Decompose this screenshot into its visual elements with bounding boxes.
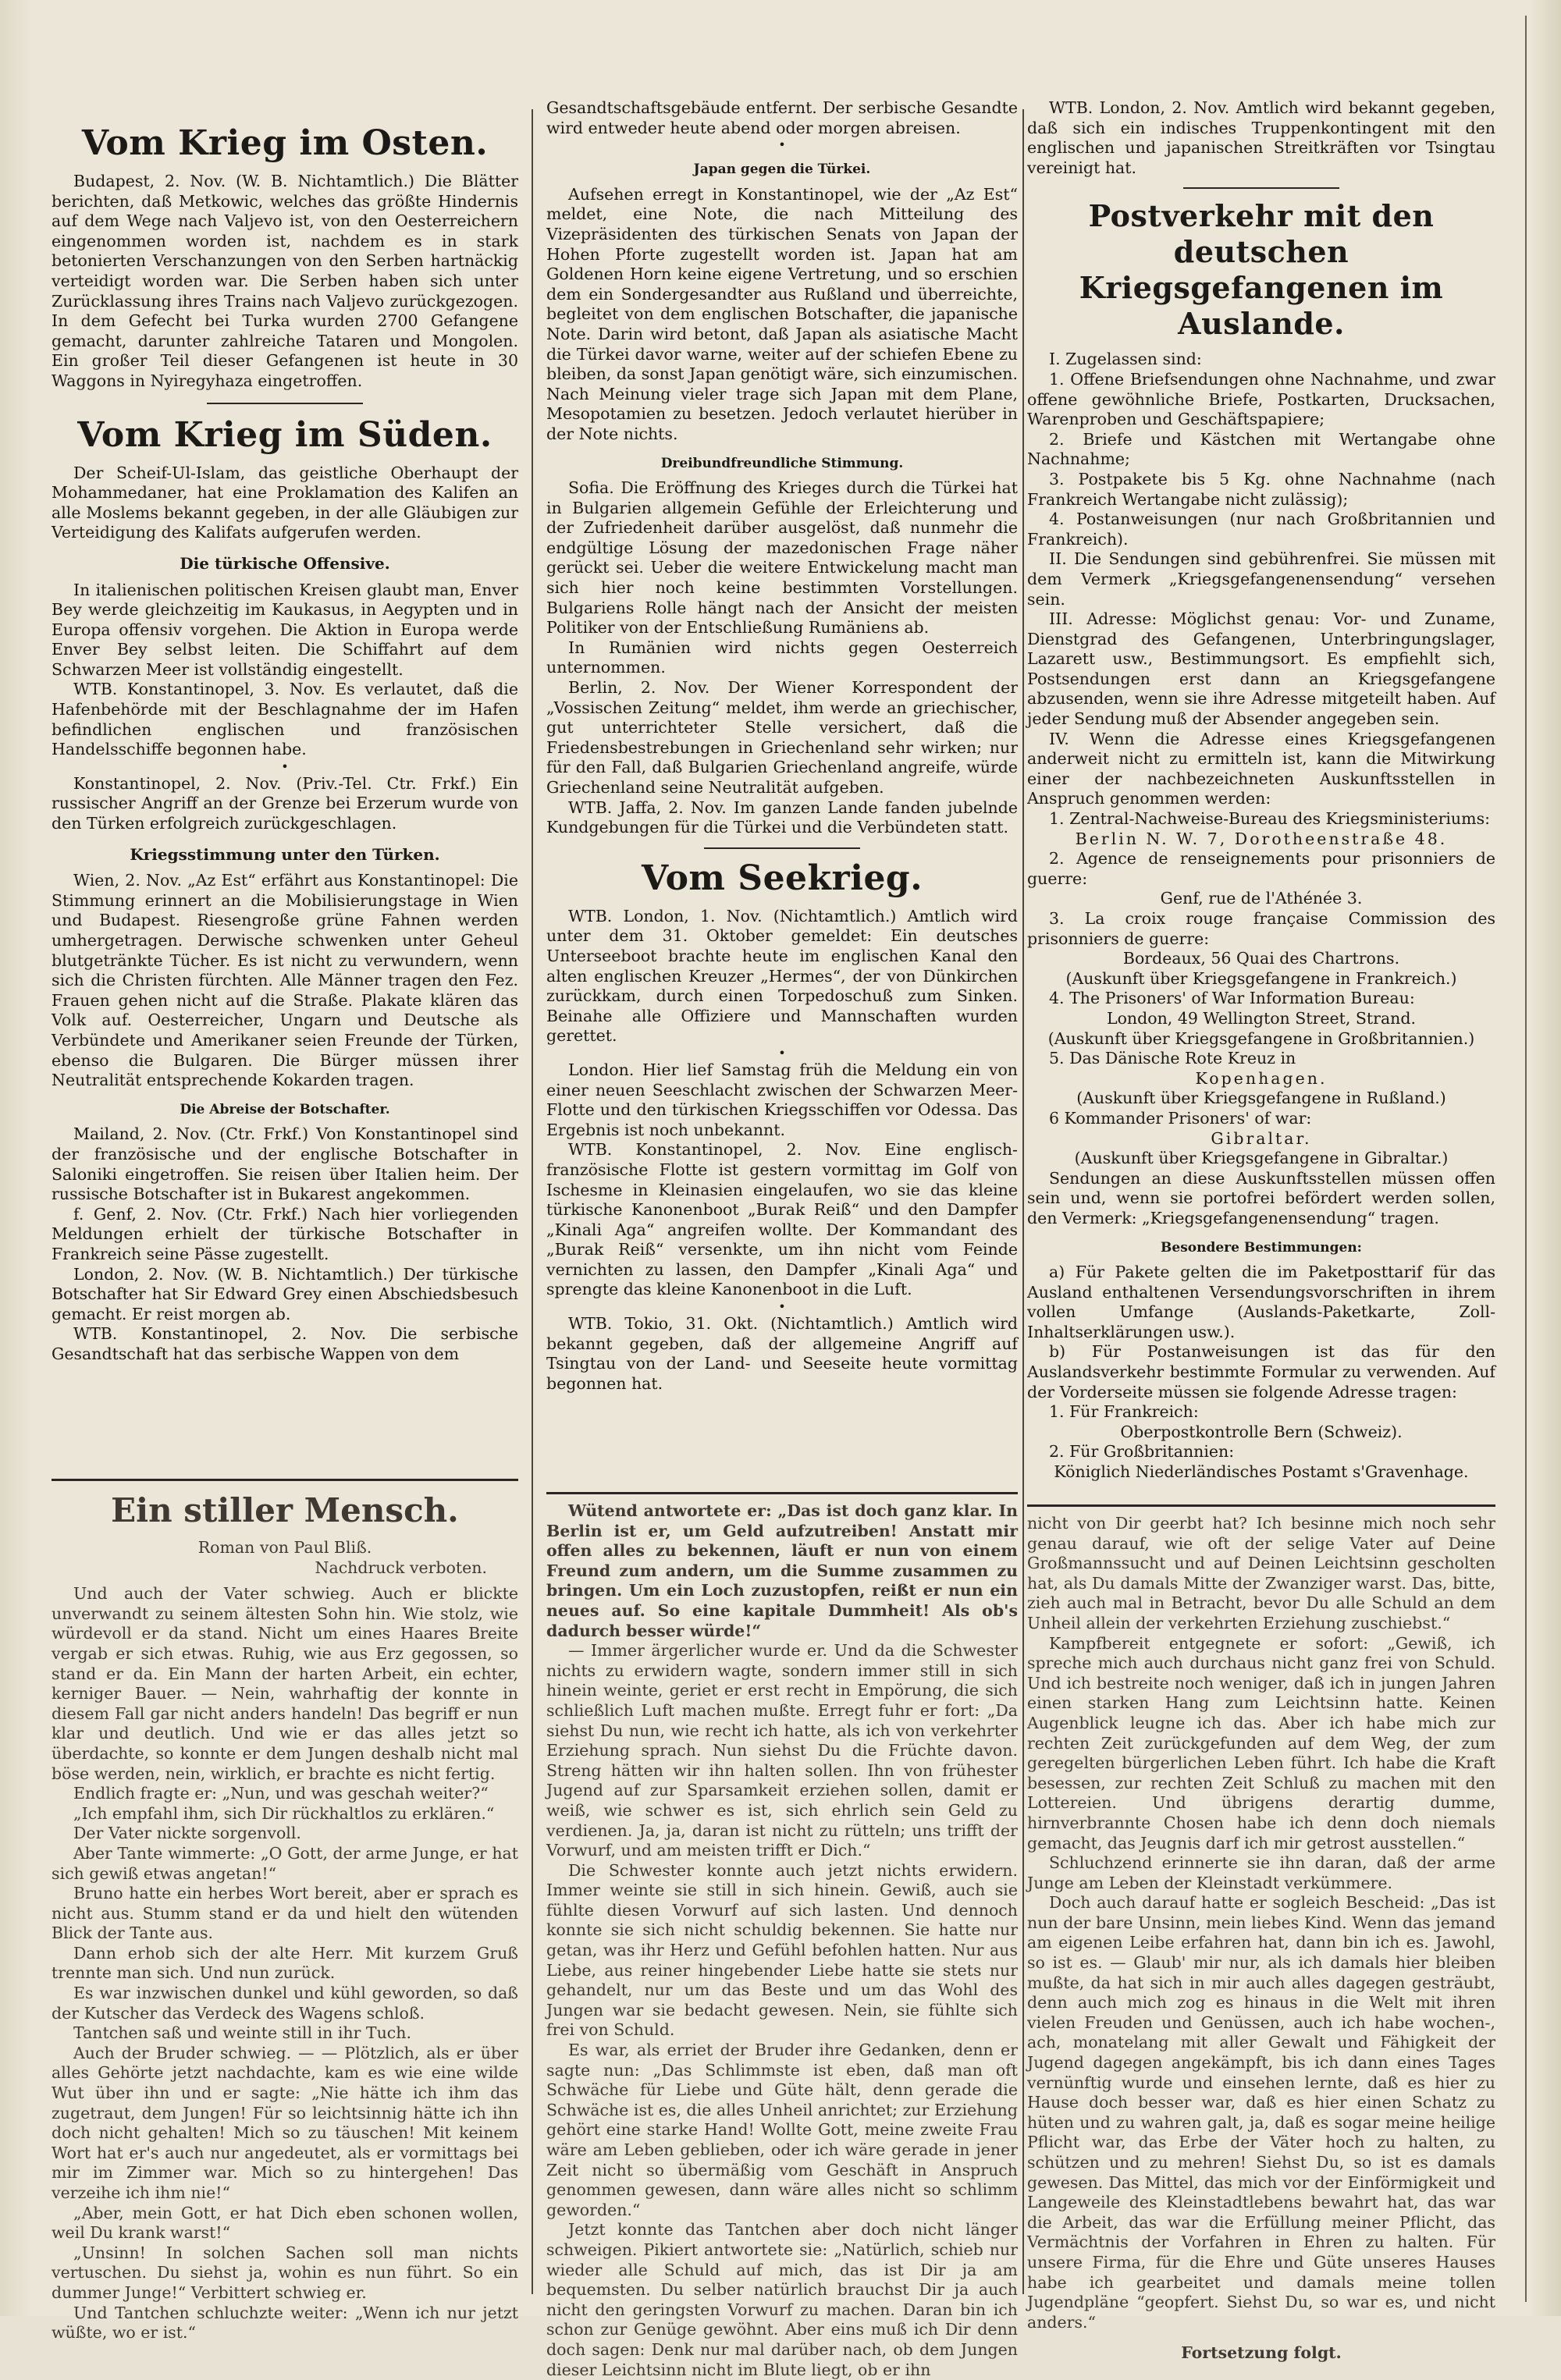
address-line: Königlich Niederländisches Postamt s'Gravenhage. xyxy=(1054,1462,1469,1482)
column-3 xyxy=(1027,98,1495,1480)
section-rule xyxy=(1183,187,1339,189)
feuilleton-rule xyxy=(52,1479,518,1481)
article-text: WTB. London, 2. Nov. Amtlich wird bekannt gegeben, daß sich ein indisches Truppenkontingent mit den englischen und japanischen Streitkräften vor Tsingtau vereinigt hat. xyxy=(1027,98,1495,177)
article-text: London. Hier lief Samstag früh die Meldung ein von einer neuen Seeschlacht zwischen der Schwarzen Meer-Flotte und den türkischen Kriegsschiffen vor Odessa. Das Ergebnis ist noch unbekannt. xyxy=(546,1060,1018,1139)
novel-paragraph: Dann erhob sich der alte Herr. Mit kurzem Gruß trennte man sich. Und nun zurück. xyxy=(52,1943,518,1983)
list-item: 3. Postpakete bis 5 Kg. ohne Nachnahme (nach Frankreich Wertangabe nicht zulässig); xyxy=(1027,469,1495,509)
novel-paragraph: Und auch der Vater schwieg. Auch er blickte unverwandt zu seinem ältesten Sohn hin. Wie stolz, wie würdevoll er da stand. Nicht um eines Haares Breite vergab er sich etwas. Ruhig, wie aus Erz gegossen, so stand er da. Ein Mann der harten Arbeit, ein echter, kerniger Bauer. — Nein, wahrhaftig der konnte in diesem Fall gar nicht anders handeln! Das begriff er nun klar und deutlich. Und wie er das alles jetzt so überdachte, so konnte er dem Jungen deshalb nicht mal böse werden, nein, wirklich, er brachte es nicht fertig. xyxy=(52,1584,518,1783)
list-item: 2. Briefe und Kästchen mit Wertangabe ohne Nachnahme; xyxy=(1027,429,1495,469)
article-text: Gesandtschaftsgebäude entfernt. Der serbische Gesandte wird entweder heute abend oder morgen abreisen. xyxy=(546,98,1018,137)
novel-paragraph: Bruno hatte ein herbes Wort bereit, aber er sprach es nicht aus. Stumm stand er da und hielt den wütenden Blick der Tante aus. xyxy=(52,1884,518,1943)
column-2 xyxy=(546,98,1018,1480)
continuation-note: Fortsetzung folgt. xyxy=(1181,2343,1342,2363)
article-text: Sendungen an diese Auskunftsstellen müssen offen sein und, wenn sie portofrei befördert werden sollen, den Vermerk: „Kriegsgefangenensendung“ tragen. xyxy=(1027,1168,1495,1227)
subheading: Japan gegen die Türkei. xyxy=(693,162,871,178)
article-text: IV. Wenn die Adresse eines Kriegsgefangenen anderweit nicht zu ermitteln ist, kann die Mitwirkung einer der nachbezeichneten Auskunftsstellen in Anspruch genommen werden: xyxy=(1027,729,1495,808)
headline-sueden: Vom Krieg im Süden. xyxy=(77,414,492,455)
headline-postverkehr: Postverkehr mit den deutschen Kriegsgefangenen im Auslande. xyxy=(1079,198,1444,342)
address-line: Bordeaux, 56 Quai des Chartrons. xyxy=(1122,949,1400,968)
subheading: Die Abreise der Botschafter. xyxy=(180,1101,390,1117)
article-text: Konstantinopel, 2. Nov. (Priv.-Tel. Ctr. Frkf.) Ein russischer Angriff an der Grenze bei Erzerum wurde von den Türken erfolgreich zurückgeschlagen. xyxy=(52,773,518,833)
address-line: Berlin N. W. 7, Dorotheenstraße 48. xyxy=(1075,829,1448,848)
article-text: Aufsehen erregt in Konstantinopel, wie der „Az Est“ meldet, eine Note, die nach Mitteilung des Vizepräsidenten des türkischen Senats von Japan der Hohen Pforte zugestellt worden ist. Japan hat am Goldenen Horn keine eigene Vertretung, und so erschien dem ein Sondergesandter aus Rußland und überreichte, begleitet von dem englischen Botschafter, die japanische Note. Darin wird betont, daß Japan als asiatische Macht die Türkei davor warne, weiter auf der schiefen Ebene zu bleiben, da sonst Japan genötigt wäre, sich einzumischen. Nach Meinung vieler trage sich Japan mit dem Plane, Mesopotamien zu besetzen. Jedoch verlautet hierüber in der Note nichts. xyxy=(546,184,1018,443)
novel-paragraph: — Immer ärgerlicher wurde er. Und da die Schwester nichts zu erwidern wagte, sondern immer still in sich hinein weinte, geriet er erst recht in Empörung, die sich schließlich Luft machen mußte. Erregt fuhr er fort: „Da siehst Du nun, wie recht ich hatte, als ich von verkehrter Erziehung sprach. Nun siehst Du die Früchte davon. Streng hätten wir ihn halten sollen. Ihn von frühester Jugend auf zur Sparsamkeit erziehen sollen, damit er weiß, wie schwer es ist, sich ehrlich sein Geld zu verdienen. Ja, ja, daran ist nicht zu rütteln; uns trifft der Vorwurf, und am meisten trifft er Dich.“ xyxy=(546,1641,1018,1860)
subheading: Kriegsstimmung unter den Türken. xyxy=(130,844,440,864)
article-text: f. Genf, 2. Nov. (Ctr. Frkf.) Nach hier vorliegenden Meldungen erhielt der türkische Botschafter in Frankreich seine Pässe zugestellt. xyxy=(52,1204,518,1263)
article-text: Berlin, 2. Nov. Der Wiener Korrespondent der „Vossischen Zeitung“ meldet, ihm werde an griechischer, gut unterrichteter Stelle versichert, daß die Friedensbestrebungen in Griechenland sehr wirken; nur für den Fall, daß Bulgarien Griechenland angreife, würde Griechenland seine Neutralität aufgeben. xyxy=(546,678,1018,797)
section-rule xyxy=(704,847,860,849)
novel-paragraph: Endlich fragte er: „Nun, und was geschah weiter?“ xyxy=(73,1784,489,1803)
article-text: a) Für Pakete gelten die im Paketposttarif für das Ausland enthaltenen Versendungsvorschriften in ihrem vollen Umfange (Auslands-Paketkarte, Zoll-Inhaltserklärungen usw.). xyxy=(1027,1263,1495,1341)
novel-paragraph: Tantchen saß und weinte still in ihr Tuch. xyxy=(73,2023,411,2043)
address-item: 5. Das Dänische Rote Kreuz in xyxy=(1049,1049,1296,1068)
address-item: 3. La croix rouge française Commission des prisonniers de guerre: xyxy=(1027,909,1495,948)
column-1 xyxy=(52,117,518,1475)
article-text: WTB. Konstantinopel, 2. Nov. Die serbische Gesandtschaft hat das serbische Wappen von dem xyxy=(52,1324,518,1363)
address-item: 2. Für Großbritannien: xyxy=(1049,1442,1235,1462)
address-note: (Auskunft über Kriegsgefangene in Frankreich.) xyxy=(1065,968,1457,988)
novel-column-3 xyxy=(1027,1514,1495,2363)
list-item: 4. Postanweisungen (nur nach Großbritannien und Frankreich). xyxy=(1027,510,1495,549)
feuilleton-rule xyxy=(1027,1504,1495,1507)
address-line: Genf, rue de l'Athénée 3. xyxy=(1160,889,1363,908)
novel-paragraph: „Ich empfahl ihm, sich Dir rückhaltlos zu erklären.“ xyxy=(73,1803,495,1823)
article-text: WTB. London, 1. Nov. (Nichtamtlich.) Amtlich wird unter dem 31. Oktober gemeldet: Ein deutsches Unterseeboot brachte heute im englischen Kanal den alten englischen Kreuzer „Hermes“, der von Dünkirchen zurückkam, durch einen Torpedoschuß zum Sinken. Beinahe alle Offiziere und Mannschaften wurden gerettet. xyxy=(546,906,1018,1046)
article-text: WTB. Tokio, 31. Okt. (Nichtamtlich.) Amtlich wird bekannt gegeben, daß der allgemeine Angriff auf Tsingtau von der Land- und Seeseite heute vormittag begonnen hat. xyxy=(546,1314,1018,1393)
separator-dot: • xyxy=(778,1045,786,1060)
novel-column-2 xyxy=(546,1501,1018,2379)
novel-paragraph: „Unsinn! In solchen Sachen soll man nichts vertuschen. Du siehst ja, wohin es nun führt. So ein dummer Junge!“ Verbittert schwieg er. xyxy=(52,2243,518,2302)
article-text: In Rumänien wird nichts gegen Oesterreich unternommen. xyxy=(546,638,1018,677)
novel-paragraph: Der Vater nickte sorgenvoll. xyxy=(73,1824,301,1843)
novel-paragraph: Kampfbereit entgegnete er sofort: „Gewiß, ich spreche mich auch durchaus nicht ganz frei von Schuld. Und ich bestreite noch weniger, daß ich in jungen Jahren einen starken Hang zum Leichtsinn hatte. Keinen Augenblick leugne ich das. Aber ich habe mich zur rechten Zeit zurückgefunden auf dem Weg, der zum geregelten bürgerlichen Leben führt. Ich habe die Kraft besessen, zur rechten Zeit Schluß zu machen mit den Lottereien. Und übrigens derartig dumme, hirnverbrannte Chosen habe ich denn doch niemals gemacht, das Jeugnis darf ich mir getrost ausstellen.“ xyxy=(1027,1633,1495,1852)
novel-paragraph: „Aber, mein Gott, er hat Dich eben schonen wollen, weil Du krank warst!“ xyxy=(52,2203,518,2243)
page-edge xyxy=(1525,16,1561,2302)
address-line: Gibraltar. xyxy=(1211,1128,1312,1148)
copyright-note: Nachdruck verboten. xyxy=(315,1558,487,1577)
address-note: (Auskunft über Kriegsgefangene in Großbritannien.) xyxy=(1047,1028,1475,1048)
separator-dot: • xyxy=(778,1299,786,1315)
article-text: II. Die Sendungen sind gebührenfrei. Sie müssen mit dem Vermerk „Kriegsgefangenensendung“ versehen sein. xyxy=(1027,549,1495,609)
address-line: Kopenhagen. xyxy=(1195,1068,1328,1088)
address-item: 2. Agence de renseignements pour prisonniers de guerre: xyxy=(1027,849,1495,888)
address-item: 6 Kommander Prisoners' of war: xyxy=(1049,1108,1312,1128)
novel-paragraph: nicht von Dir geerbt hat? Ich besinne mich noch sehr genau darauf, wie oft der selige Vater auf Deine Großmannssucht und auf Deinen Leichtsinn gescholten hat, als Du damals Mitte der Zwanziger warst. Das, bitte, zieh auch mal in Betracht, bevor Du alle Schuld an dem Unheil allein der verkehrten Erziehung zuschiebst.“ xyxy=(1027,1514,1495,1632)
article-text: Budapest, 2. Nov. (W. B. Nichtamtlich.) Die Blätter berichten, daß Metkowic, welches das größte Hindernis auf dem Wege nach Valjevo ist, von den Oesterreichern eingenommen worden ist, nachdem es in stark betonierten Verschanzungen von den Serben hartnäckig verteidigt worden war. Die Serben haben sich unter Zurücklassung ihres Trains nach Valjevo zurückgezogen. In dem Gefecht bei Turka wurden 2700 Gefangene gemacht, darunter zahlreiche Tataren und Mongolen. Ein großer Teil dieser Gefangenen ist heute in 30 Waggons in Nyiregyhaza eingetroffen. xyxy=(52,172,518,390)
address-note: (Auskunft über Kriegsgefangene in Gibraltar.) xyxy=(1074,1149,1449,1168)
headline-seekrieg: Vom Seekrieg. xyxy=(641,858,923,898)
subheading: Besondere Bestimmungen: xyxy=(1161,1239,1362,1256)
subheading: Dreibundfreundliche Stimmung. xyxy=(660,455,904,471)
article-text: Der Scheif-Ul-Islam, das geistliche Oberhaupt der Mohammedaner, hat eine Proklamation des Kalifen an alle Moslems bekannt gegeben, in der alle Gläubigen zur Verteidigung des Kalifats aufgerufen werden. xyxy=(52,463,518,542)
column-rule xyxy=(1022,109,1024,2294)
novel-column-1 xyxy=(52,1487,518,2343)
article-text: b) Für Postanweisungen ist das für den Auslandsverkehr bestimmte Formular zu verwenden. Auf der Vorderseite müssen sie folgende Adresse tragen: xyxy=(1027,1342,1495,1401)
address-line: London, 49 Wellington Street, Strand. xyxy=(1106,1008,1417,1028)
novel-paragraph: Und Tantchen schluchzte weiter: „Wenn ich nur jetzt wüßte, wo er ist.“ xyxy=(52,2303,518,2343)
novel-paragraph: Die Schwester konnte auch jetzt nichts erwidern. Immer weinte sie still in sich hinein. Gewiß, auch sie fühlte diesen Vorwurf auf sich lasten. Und dennoch konnte sie sich nicht schuldig bekennen. Sie hatte nur getan, was ihr Herz und Gefühl befohlen hatten. Nur aus Liebe, aus reiner hingebender Liebe hatte sie stets nur gehandelt, nur um das Beste und um das Wohl des Jungen war sie bedacht gewesen. Nein, sie fühlte sich frei von Schuld. xyxy=(546,1860,1018,2040)
novel-paragraph: Es war inzwischen dunkel und kühl geworden, so daß der Kutscher das Verdeck des Wagens schloß. xyxy=(52,1984,518,2023)
address-item: 1. Für Frankreich: xyxy=(1049,1402,1199,1422)
feuilleton-rule xyxy=(546,1492,1018,1494)
novel-paragraph: Auch der Bruder schwieg. — — Plötzlich, als er über alles Gehörte jetzt nachdachte, kam es wie eine wilde Wut über ihn und er sagte: „Nie hätte ich ihm das zugetraut, dem Jungen! Für so leichtsinnig hätte ich ihn doch nicht gehalten! Mich so zu täuschen! Mit keinem Wort hat er's auch nur angedeutet, als er vormittags bei mir im Zimmer war. Mich so zu hintergehen! Das verzeihe ich ihm nie!“ xyxy=(52,2043,518,2202)
list-item: 1. Offene Briefsendungen ohne Nachnahme, und zwar offene gewöhnliche Briefe, Postkarten, Drucksachen, Warenproben und Geschäftspapiere; xyxy=(1027,369,1495,429)
novel-byline: Roman von Paul Bliß. xyxy=(197,1538,372,1557)
novel-paragraph: Es war, als erriet der Bruder ihre Gedanken, denn er sagte nun: „Das Schlimmste ist eben, daß man oft Schwäche für Liebe und Güte hält, denn gerade die Schwäche ist es, die alles Unheil anrichtet; zur Erziehung gehört eine starke Hand! Wollte Gott, meine zweite Frau wäre am Leben geblieben, oder ich wäre gerade in jener Zeit nicht so übermäßig vom Geschäft in Anspruch genommen gewesen, dann wäre alles nicht so schlimm geworden.“ xyxy=(546,2041,1018,2219)
separator-dot: • xyxy=(778,137,786,153)
novel-title: Ein stiller Mensch. xyxy=(111,1491,459,1529)
article-text: Mailand, 2. Nov. (Ctr. Frkf.) Von Konstantinopel sind der französische und der englische Botschafter in Saloniki eingetroffen. Sie reisen über Italien heim. Der russische Botschafter ist in Bukarest angekommen. xyxy=(52,1124,518,1204)
article-text: WTB. Konstantinopel, 3. Nov. Es verlautet, daß die Hafenbehörde mit der Beschlagnahme der im Hafen befindlichen englischen und französischen Handelsschiffe begonnen habe. xyxy=(52,680,518,759)
subheading: Die türkische Offensive. xyxy=(180,553,390,573)
article-text: London, 2. Nov. (W. B. Nichtamtlich.) Der türkische Botschafter hat Sir Edward Grey einen Abschiedsbesuch gemacht. Er reist morgen ab. xyxy=(52,1264,518,1323)
list-heading: I. Zugelassen sind: xyxy=(1049,350,1202,369)
article-text: Sofia. Die Eröffnung des Krieges durch die Türkei hat in Bulgarien allgemein Gefühle der Erleichterung und der Zufriedenheit darüber ausgelöst, daß nunmehr die endgültige Lösung der mazedonischen Frage näher gerückt sei. Ueber die weitere Entwickelung macht man sich hier noch keine bestimmten Vorstellungen. Bulgariens Rolle hängt nach der Ansicht der meisten Politiker von der Entschließung Rumäniens ab. xyxy=(546,478,1018,638)
article-text: In italienischen politischen Kreisen glaubt man, Enver Bey werde gleichzeitig im Kaukasus, in Aegypten und in Europa offensiv vorgehen. Die Aktion in Europa werde Enver Bey selbst leiten. Die Schiffahrt auf dem Schwarzen Meer ist vollständig eingestellt. xyxy=(52,580,518,679)
address-line: Oberpostkontrolle Bern (Schweiz). xyxy=(1120,1422,1403,1441)
article-text: WTB. Konstantinopel, 2. Nov. Eine englisch-französische Flotte ist gestern vormittag im Golf von Ischesme in Kleinasien eingelaufen, wo sie das kleine türkische Kanonenboot „Burak Reiß“ und den Dampfer „Kinali Aga“ angreifen wollte. Der Kommandant des „Burak Reiß“ versenkte, um ihn nicht vom Feinde vernichten zu lassen, den Dampfer „Kinali Aga“ und sprengte das kleine Kanonenboot in die Luft. xyxy=(546,1140,1018,1299)
article-text: Wien, 2. Nov. „Az Est“ erfährt aus Konstantinopel: Die Stimmung erinnert an die Mobilisierungstage in Wien und Budapest. Riesengroße grüne Fahnen werden umhergetragen. Derwische schwenken unter Geheul blutgetränkte Tücher. Es ist nicht zu verwundern, wenn sich die Christen fürchten. Alle Männer tragen den Fez. Frauen gehen nicht auf die Straße. Plakate klären das Volk auf. Oesterreicher, Ungarn und Deutsche als Verbündete und Amerikaner seien Freunde der Türken, ebenso die Bulgaren. Die Bürger müssen ihrer Neutralität entsprechende Kokarden tragen. xyxy=(52,871,518,1090)
article-text: III. Adresse: Möglichst genau: Vor- und Zuname, Dienstgrad des Gefangenen, Unterbringungslager, Lazarett usw., Bestimmungsort. Es empfiehlt sich, Postsendungen erst dann an Kriegsgefangene abzusenden, wenn sie ihre Adresse mitgeteilt haben. Auf jeder Sendung muß der Absender angegeben sein. xyxy=(1027,609,1495,729)
novel-paragraph: Doch auch darauf hatte er sogleich Bescheid: „Das ist nun der bare Unsinn, mein liebes Kind. Wenn das jemand am eigenen Leibe erfahren hat, dann bin ich es. Jawohl, so ist es. — Glaub' mir nur, als ich damals hier bleiben mußte, da hat sich in mir auch alles dagegen gesträubt, denn auch mich zog es hinaus in die Welt mit ihren vielen Freuden und Genüssen, auch ich habe wochen-, ach, monatelang mit aller Gewalt und Fähigkeit der Jugend dagegen angekämpft, bis ich dann eines Tages vernünftig wurde und einsehen lernte, daß es hier zu Hause doch besser war, daß es hier einen Schatz zu hüten und zu wahren galt, ja, daß es sogar meine heilige Pflicht war, das Erbe der Väter hoch zu halten, zu schützen und zu mehren! Siehst Du, so ist es damals gewesen. Das Mittel, das mich vor der Einförmigkeit und Langeweile des Kleinstadtlebens bewahrt hat, das war die Arbeit, das war die Erfüllung meiner Pflicht, das Vermächtnis der Vorfahren in Ehren zu halten. Für unsere Firma, für die Ehre und Güte unseres Hauses habe ich gearbeitet und damals meine tollen Jugendpläne “geopfert. Siehst Du, so war es, und nicht anders.“ xyxy=(1027,1893,1495,2332)
separator-dot: • xyxy=(281,758,289,774)
section-rule xyxy=(207,403,363,404)
headline-osten: Vom Krieg im Osten. xyxy=(81,123,489,163)
novel-paragraph: Jetzt konnte das Tantchen aber doch nicht länger schweigen. Pikiert antwortete sie: „Natürlich, schieb nur wieder alle Schuld auf mich, das ist Dir ja am bequemsten. Du selber natürlich brauchst Dir ja auch nicht den geringsten Vorwurf zu machen. Daran bin ich schon zur Genüge gewöhnt. Aber eins muß ich Dir denn doch sagen: Denk nur mal darüber nach, ob dem Jungen dieser Leichtsinn nicht im Blute liegt, ob er ihn xyxy=(546,2220,1018,2379)
novel-paragraph: Wütend antwortete er: „Das ist doch ganz klar. In Berlin ist er, um Geld aufzutreiben! Anstatt mir offen alles zu bekennen, läuft er nun von einem Freund zum andern, um die Summe zusammen zu bringen. Um ein Loch zuzustopfen, reißt er nun ein neues auf. So eine kapitale Dummheit! Als ob's dadurch besser würde!“ xyxy=(546,1501,1018,1640)
novel-paragraph: Aber Tante wimmerte: „O Gott, der arme Junge, er hat sich gewiß etwas angetan!“ xyxy=(52,1843,518,1883)
novel-paragraph: Schluchzend erinnerte sie ihn daran, daß der arme Junge am Leben der Kleinstadt verkümmere. xyxy=(1027,1853,1495,1892)
address-note: (Auskunft über Kriegsgefangene in Rußland.) xyxy=(1076,1089,1446,1108)
address-item: 4. The Prisoners' of War Information Bureau: xyxy=(1049,989,1415,1008)
article-text: WTB. Jaffa, 2. Nov. Im ganzen Lande fanden jubelnde Kundgebungen für die Türkei und die Verbündeten statt. xyxy=(546,797,1018,837)
address-item: 1. Zentral-Nachweise-Bureau des Kriegsministeriums: xyxy=(1049,809,1491,829)
column-rule xyxy=(532,109,533,2294)
